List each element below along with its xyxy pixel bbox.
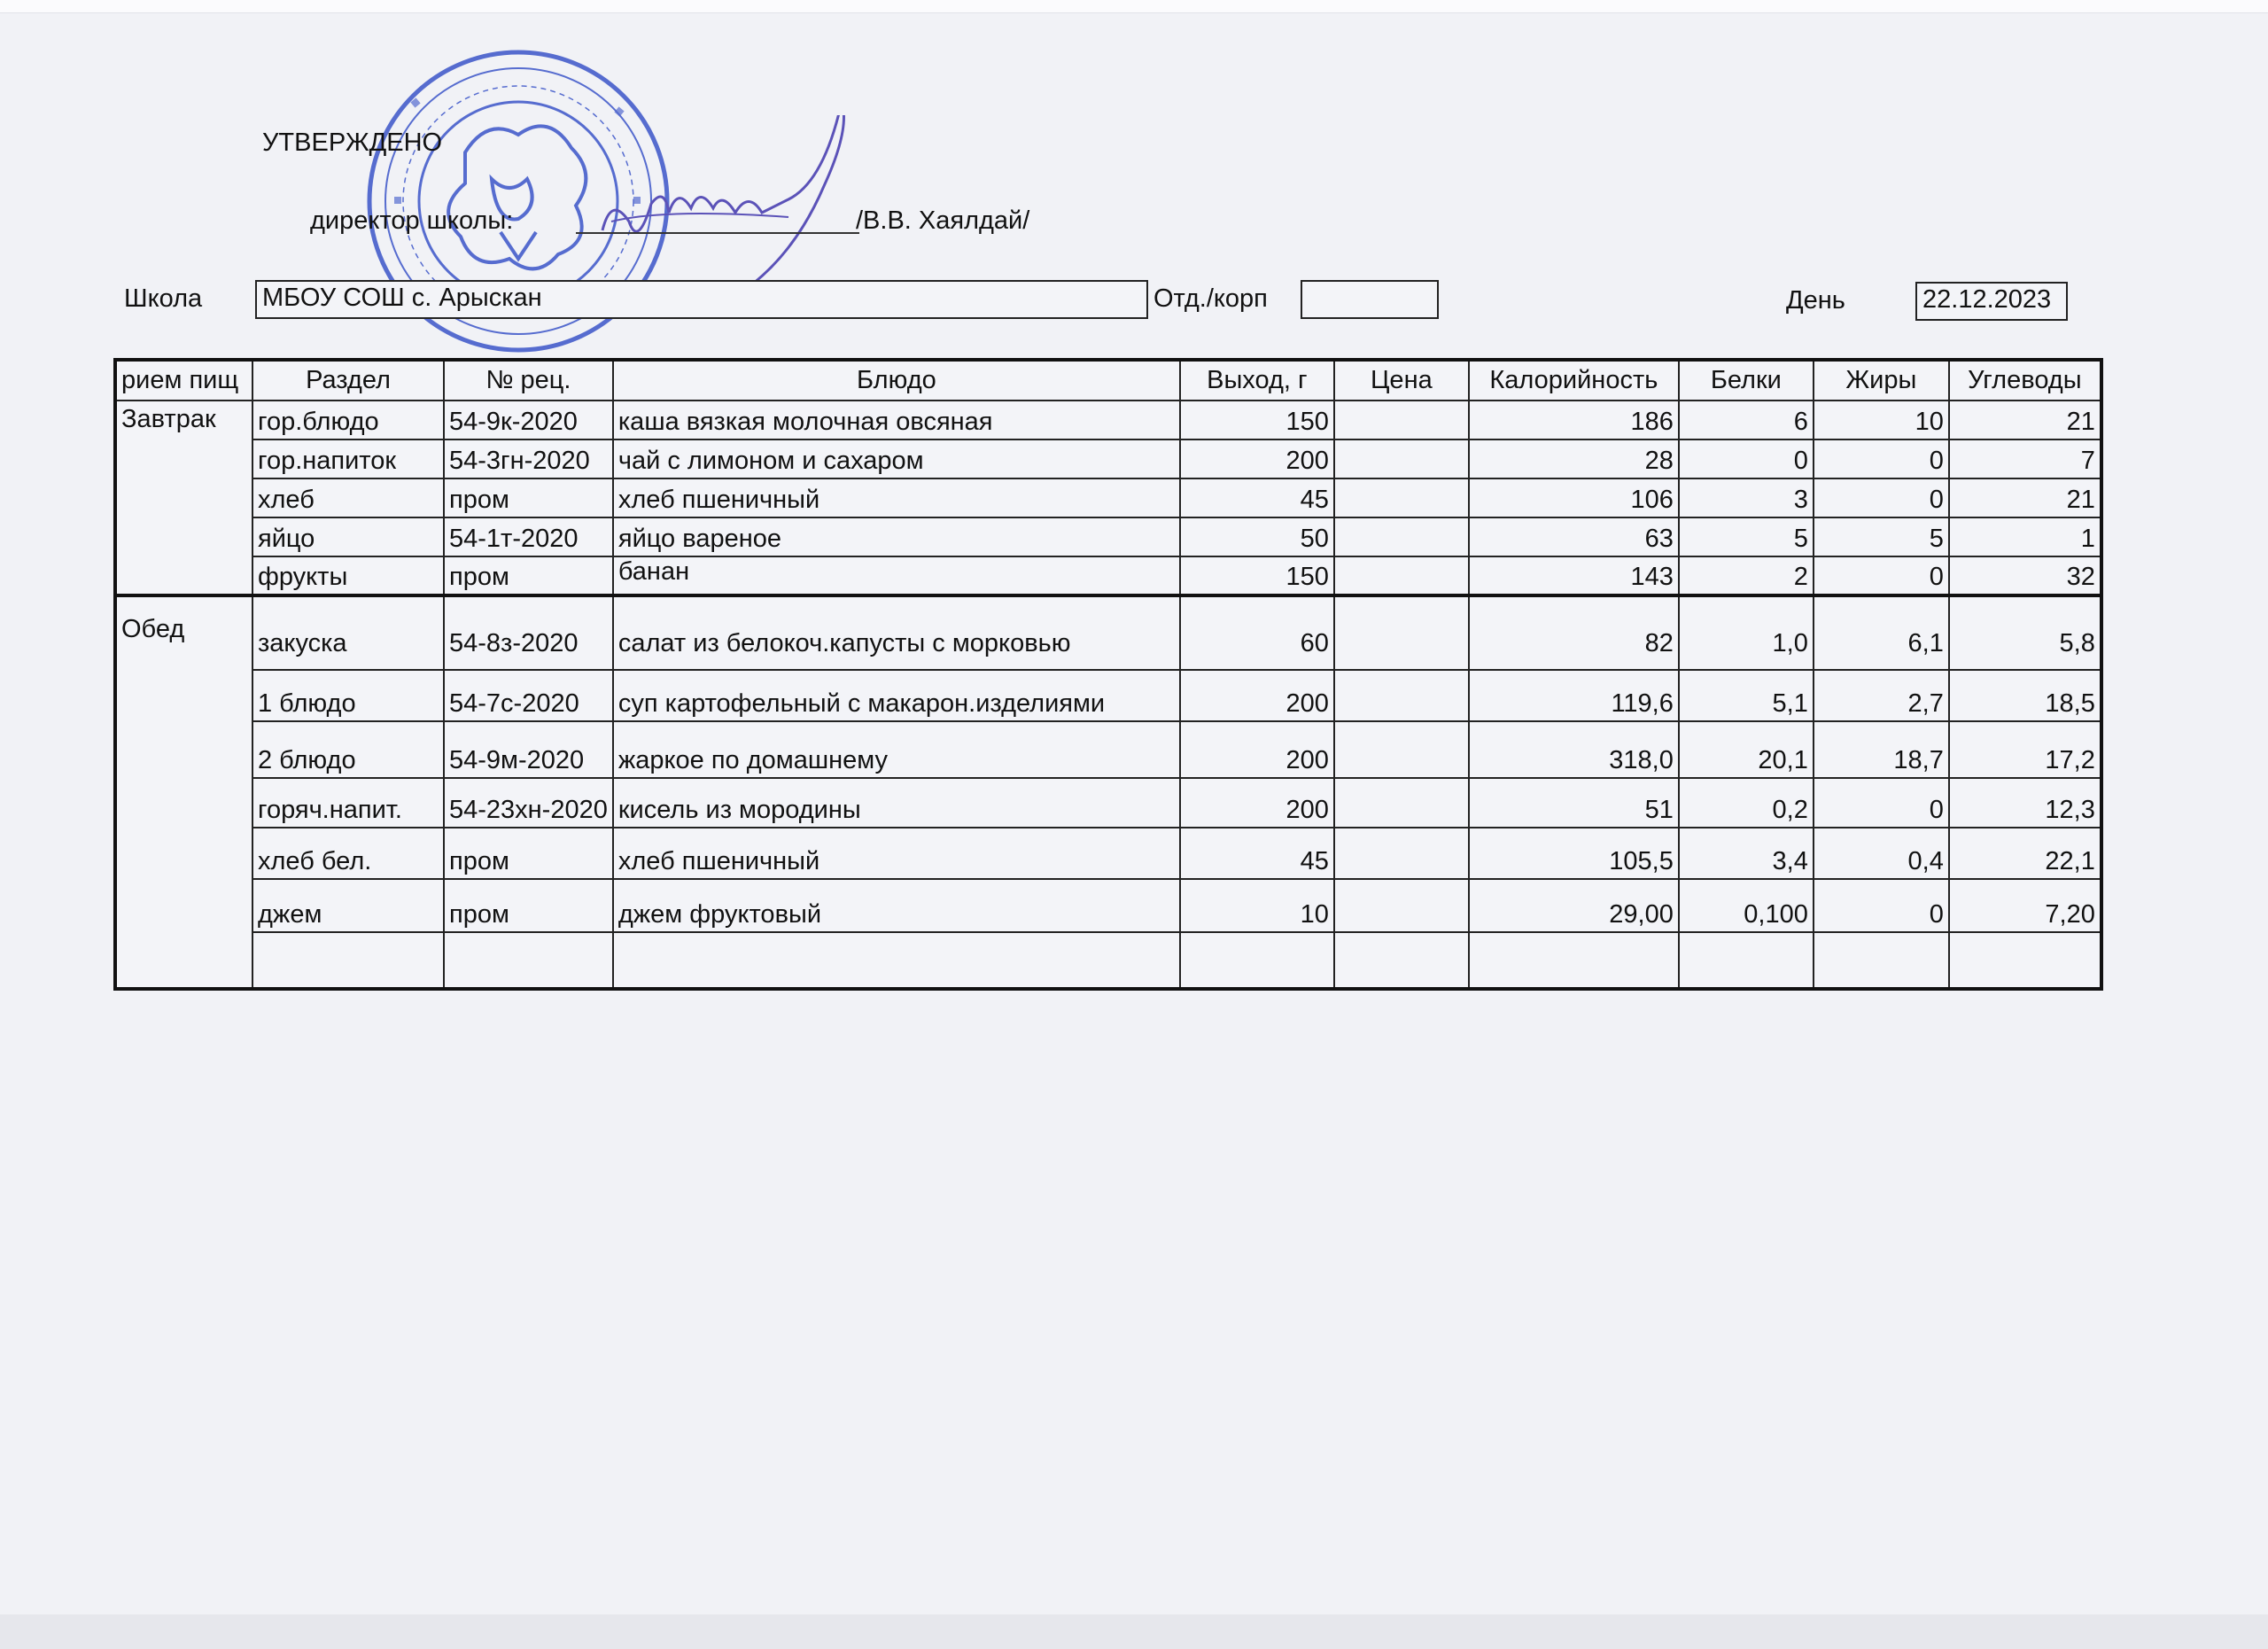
price-cell (1334, 778, 1469, 828)
kcal-cell: 105,5 (1469, 828, 1679, 879)
meal-lunch: Обед (115, 595, 252, 989)
section-cell: гор.напиток (252, 439, 444, 478)
recipe-cell: пром (444, 828, 613, 879)
carbs-cell: 17,2 (1949, 721, 2101, 778)
table-row (115, 828, 2101, 879)
dish-cell: хлеб пшеничный (613, 478, 1180, 517)
kcal-cell: 106 (1469, 478, 1679, 517)
recipe-cell: 54-9к-2020 (444, 401, 613, 439)
day-label: День (1786, 286, 1845, 315)
kcal-cell: 143 (1469, 556, 1679, 595)
carbs-cell: 7 (1949, 439, 2101, 478)
director-label: директор школы: (310, 206, 514, 235)
price-cell (1334, 670, 1469, 721)
dish-cell: салат из белокоч.капусты с морковью (613, 595, 1180, 670)
price-cell (1334, 721, 1469, 778)
table-row (115, 670, 2101, 721)
table-row (115, 595, 2101, 670)
protein-cell: 3,4 (1679, 828, 1814, 879)
protein-cell: 2 (1679, 556, 1814, 595)
recipe-cell: пром (444, 556, 613, 595)
fat-cell: 0 (1814, 478, 1949, 517)
empty-cell (1334, 932, 1469, 989)
table-row (115, 556, 2101, 595)
carbs-cell: 1 (1949, 517, 2101, 556)
empty-cell (1814, 932, 1949, 989)
col-header-fat: Жиры (1814, 360, 1949, 401)
protein-cell: 1,0 (1679, 595, 1814, 670)
col-header-section: Раздел (252, 360, 444, 401)
protein-cell: 0,100 (1679, 879, 1814, 932)
yield-cell: 50 (1180, 517, 1334, 556)
carbs-cell: 21 (1949, 401, 2101, 439)
col-header-price: Цена (1334, 360, 1469, 401)
fat-cell: 2,7 (1814, 670, 1949, 721)
protein-cell: 5 (1679, 517, 1814, 556)
yield-cell: 200 (1180, 670, 1334, 721)
kcal-cell: 51 (1469, 778, 1679, 828)
dish-cell: банан (613, 556, 1180, 595)
fat-cell: 6,1 (1814, 595, 1949, 670)
dish-cell: хлеб пшеничный (613, 828, 1180, 879)
yield-cell: 200 (1180, 721, 1334, 778)
empty-cell (1469, 932, 1679, 989)
section-cell: закуска (252, 595, 444, 670)
price-cell (1334, 556, 1469, 595)
meal-breakfast: Завтрак (115, 401, 252, 595)
menu-table (113, 358, 2103, 991)
section-cell: 1 блюдо (252, 670, 444, 721)
col-header-dish: Блюдо (613, 360, 1180, 401)
section-cell: 2 блюдо (252, 721, 444, 778)
kcal-cell: 63 (1469, 517, 1679, 556)
table-row (115, 439, 2101, 478)
yield-cell: 45 (1180, 478, 1334, 517)
yield-cell: 150 (1180, 556, 1334, 595)
table-row (115, 401, 2101, 439)
school-label: Школа (124, 284, 203, 313)
fat-cell: 10 (1814, 401, 1949, 439)
protein-cell: 0,2 (1679, 778, 1814, 828)
recipe-cell: 54-3гн-2020 (444, 439, 613, 478)
dish-cell: чай с лимоном и сахаром (613, 439, 1180, 478)
dish-cell: каша вязкая молочная овсяная (613, 401, 1180, 439)
dish-cell: суп картофельный с макарон.изделиями (613, 670, 1180, 721)
price-cell (1334, 517, 1469, 556)
yield-cell: 45 (1180, 828, 1334, 879)
section-cell: горяч.напит. (252, 778, 444, 828)
col-header-carbs: Углеводы (1949, 360, 2101, 401)
table-row (115, 778, 2101, 828)
table-row (115, 721, 2101, 778)
recipe-cell: 54-1т-2020 (444, 517, 613, 556)
table-row (115, 517, 2101, 556)
empty-cell (1180, 932, 1334, 989)
dept-label: Отд./корп (1153, 284, 1268, 313)
fat-cell: 0,4 (1814, 828, 1949, 879)
section-cell: фрукты (252, 556, 444, 595)
empty-cell (444, 932, 613, 989)
recipe-cell: пром (444, 879, 613, 932)
fat-cell: 18,7 (1814, 721, 1949, 778)
carbs-cell: 22,1 (1949, 828, 2101, 879)
price-cell (1334, 828, 1469, 879)
col-header-recipe: № рец. (444, 360, 613, 401)
protein-cell: 6 (1679, 401, 1814, 439)
table-row-empty (115, 932, 2101, 989)
kcal-cell: 82 (1469, 595, 1679, 670)
empty-cell (1679, 932, 1814, 989)
section-cell: хлеб (252, 478, 444, 517)
kcal-cell: 28 (1469, 439, 1679, 478)
dish-cell: жаркое по домашнему (613, 721, 1180, 778)
fat-cell: 5 (1814, 517, 1949, 556)
protein-cell: 20,1 (1679, 721, 1814, 778)
price-cell (1334, 595, 1469, 670)
price-cell (1334, 401, 1469, 439)
section-cell: яйцо (252, 517, 444, 556)
dept-field (1301, 280, 1439, 319)
recipe-cell: 54-9м-2020 (444, 721, 613, 778)
empty-cell (252, 932, 444, 989)
table-row (115, 879, 2101, 932)
section-cell: хлеб бел. (252, 828, 444, 879)
yield-cell: 200 (1180, 778, 1334, 828)
dish-cell: яйцо вареное (613, 517, 1180, 556)
yield-cell: 10 (1180, 879, 1334, 932)
yield-cell: 150 (1180, 401, 1334, 439)
recipe-cell: 54-8з-2020 (444, 595, 613, 670)
dish-cell: джем фруктовый (613, 879, 1180, 932)
recipe-cell: 54-7с-2020 (444, 670, 613, 721)
carbs-cell: 5,8 (1949, 595, 2101, 670)
school-field: МБОУ СОШ с. Арыскан (255, 280, 1148, 319)
dish-cell: кисель из мородины (613, 778, 1180, 828)
price-cell (1334, 478, 1469, 517)
paper-top-edge (0, 0, 2268, 13)
section-cell: джем (252, 879, 444, 932)
recipe-cell: 54-23хн-2020 (444, 778, 613, 828)
protein-cell: 0 (1679, 439, 1814, 478)
empty-cell (613, 932, 1180, 989)
col-header-kcal: Калорийность (1469, 360, 1679, 401)
kcal-cell: 318,0 (1469, 721, 1679, 778)
paper-bottom-edge (0, 1614, 2268, 1649)
section-cell: гор.блюдо (252, 401, 444, 439)
price-cell (1334, 439, 1469, 478)
carbs-cell: 18,5 (1949, 670, 2101, 721)
fat-cell: 0 (1814, 778, 1949, 828)
col-header-meal: рием пищ (115, 360, 252, 401)
table-header-row (115, 360, 2101, 401)
price-cell (1334, 879, 1469, 932)
recipe-cell: пром (444, 478, 613, 517)
col-header-protein: Белки (1679, 360, 1814, 401)
carbs-cell: 32 (1949, 556, 2101, 595)
yield-cell: 200 (1180, 439, 1334, 478)
empty-cell (1949, 932, 2101, 989)
kcal-cell: 29,00 (1469, 879, 1679, 932)
fat-cell: 0 (1814, 439, 1949, 478)
signature-line (576, 232, 859, 234)
fat-cell: 0 (1814, 879, 1949, 932)
protein-cell: 5,1 (1679, 670, 1814, 721)
day-field: 22.12.2023 (1915, 282, 2068, 321)
approved-label: УТВЕРЖДЕНО (262, 128, 443, 157)
kcal-cell: 186 (1469, 401, 1679, 439)
kcal-cell: 119,6 (1469, 670, 1679, 721)
carbs-cell: 12,3 (1949, 778, 2101, 828)
carbs-cell: 21 (1949, 478, 2101, 517)
director-name: /В.В. Хаялдай/ (856, 206, 1030, 235)
table-row (115, 478, 2101, 517)
carbs-cell: 7,20 (1949, 879, 2101, 932)
protein-cell: 3 (1679, 478, 1814, 517)
col-header-yield: Выход, г (1180, 360, 1334, 401)
yield-cell: 60 (1180, 595, 1334, 670)
fat-cell: 0 (1814, 556, 1949, 595)
